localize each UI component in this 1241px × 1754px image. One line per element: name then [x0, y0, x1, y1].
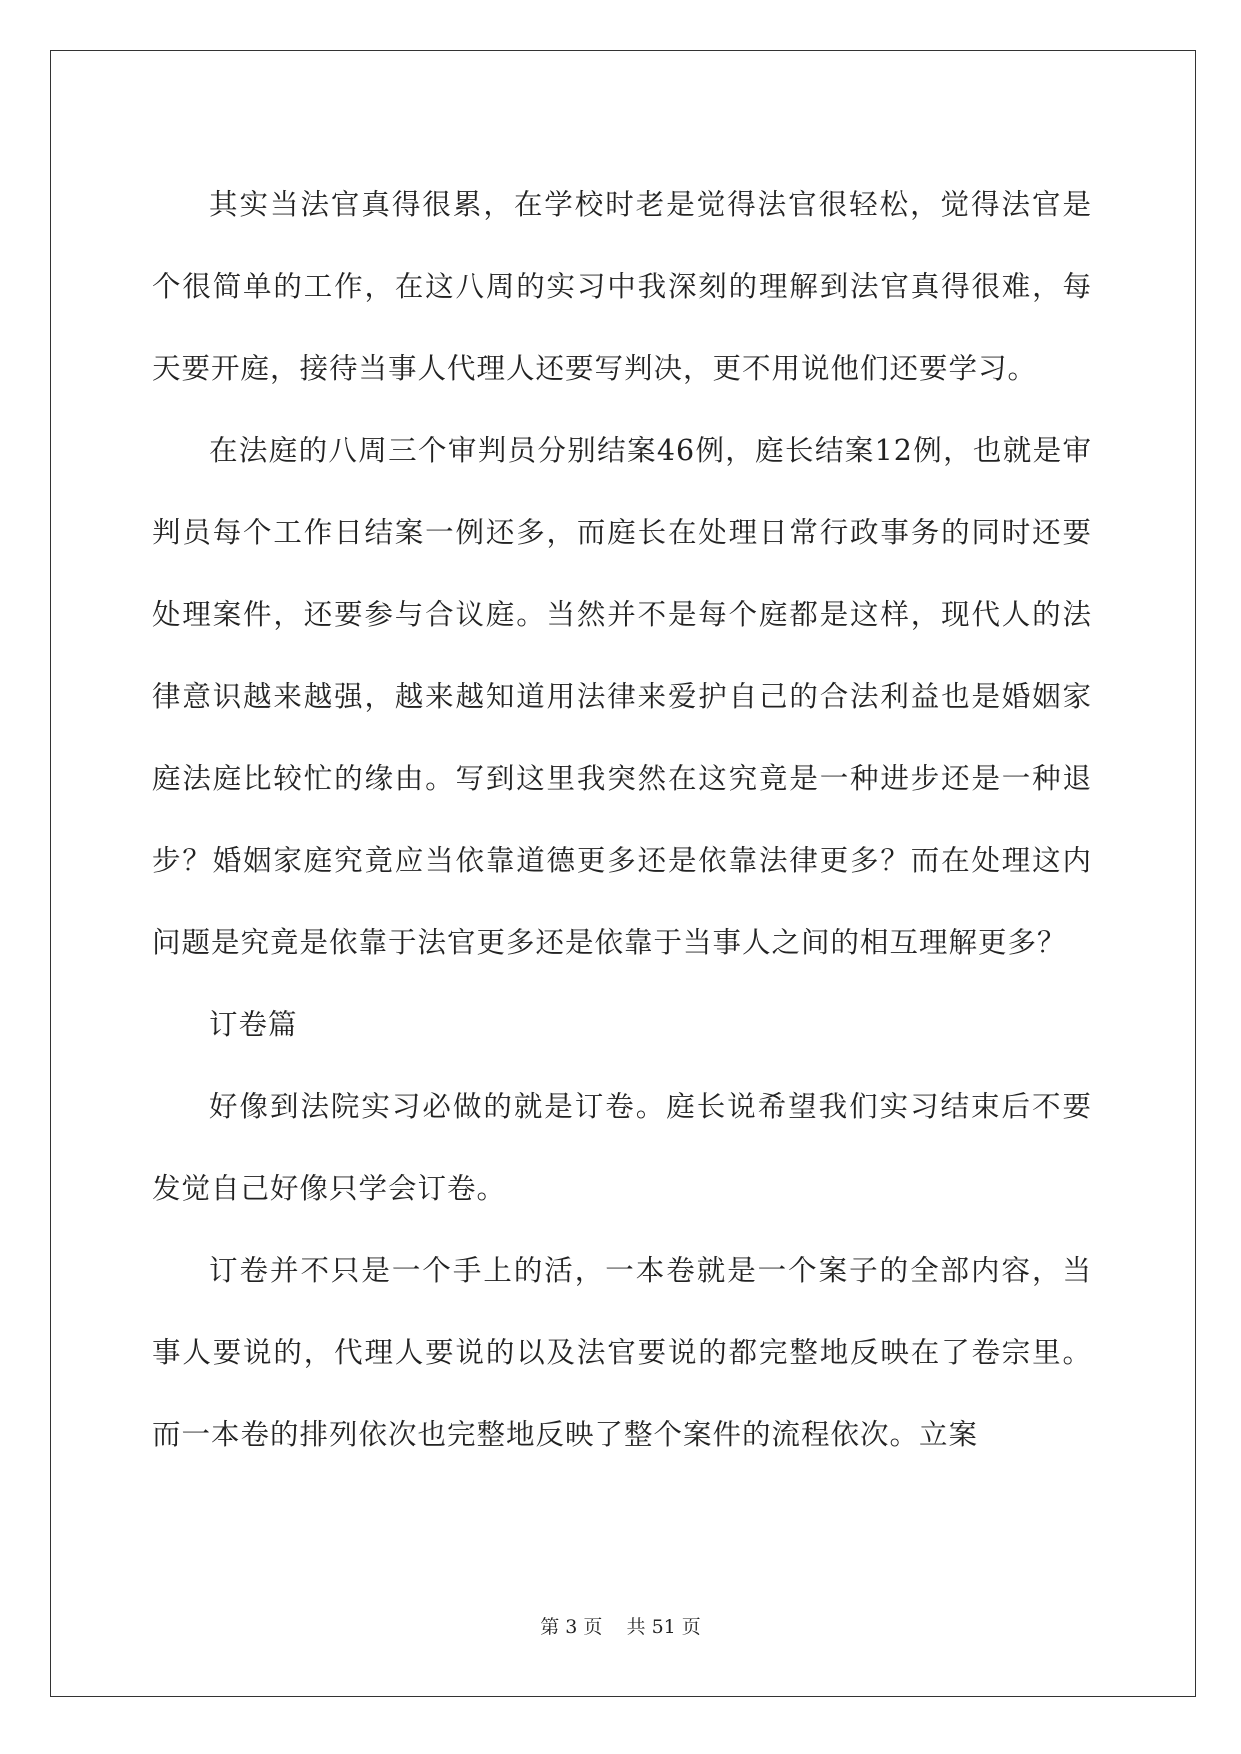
- page-number: 第 3 页: [540, 1616, 603, 1638]
- section-heading: 订卷篇: [209, 1008, 298, 1041]
- page-total: 共 51 页: [626, 1616, 701, 1638]
- paragraph-3: 好像到法院实习必做的就是订卷。庭长说希望我们实习结束后不要发觉自己好像只学会订卷。: [152, 1090, 1092, 1205]
- paragraph-4: 订卷并不只是一个手上的活，一本卷就是一个案子的全部内容，当事人要说的，代理人要说的以及法官要说的都完整地反映在了卷宗里。而一本卷的排列依次也完整地反映了整个案件的流程依次。立案: [152, 1254, 1092, 1451]
- paragraph-2: 在法庭的八周三个审判员分别结案46例，庭长结案12例，也就是审判员每个工作日结案一例还多，而庭长在处理日常行政事务的同时还要处理案件，还要参与合议庭。当然并不是每个庭都是这样，现代人的法律意识越来越强，越来越知道用法律来爱护自己的合法利益也是婚姻家庭法庭比较忙的缘由。写到这里我突然在这究竟是一种进步还是一种退步？婚姻家庭究竟应当依靠道德更多还是依靠法律更多？而在处理这内问题是究竟是依靠于法官更多还是依靠于当事人之间的相互理解更多？: [152, 434, 1092, 959]
- document-body: [152, 164, 1092, 1476]
- page-footer: [0, 1612, 1241, 1639]
- paragraph-1: 其实当法官真得很累，在学校时老是觉得法官很轻松，觉得法官是个很简单的工作，在这八周的实习中我深刻的理解到法官真得很难，每天要开庭，接待当事人代理人还要写判决，更不用说他们还要学习。: [152, 188, 1092, 385]
